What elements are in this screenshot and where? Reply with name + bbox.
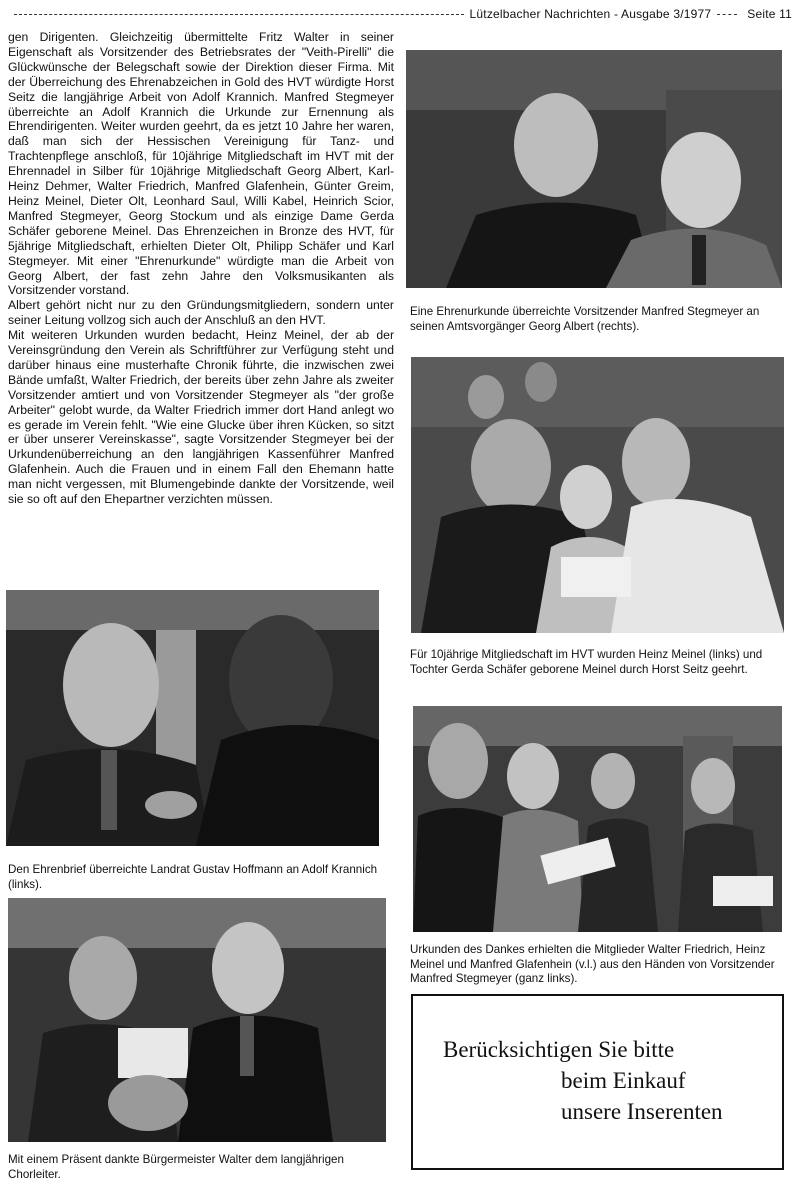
advertisement-notice	[411, 994, 784, 1170]
caption-photo-5: Mit einem Präsent dankte Bürgermeister Walter dem langjährigen Chorleiter.	[8, 1153, 344, 1181]
header-rule-right	[717, 14, 737, 15]
newspaper-title: Lützelbacher Nachrichten - Ausgabe 3/1977	[469, 7, 712, 21]
photo-ehrenurkunde	[406, 50, 782, 288]
article-paragraph: Albert gehört nicht nur zu den Gründungsmitgliedern, sondern unter seiner Leitung vollzog sich auch der Anschluß an den HVT.	[8, 298, 394, 328]
caption-photo-1: Eine Ehrenurkunde überreichte Vorsitzender Manfred Stegmeyer an seinen Amtsvorgänger Georg Albert (rechts).	[410, 305, 760, 333]
ad-line-3: unsere Inserenten	[561, 1099, 723, 1124]
article-body	[8, 30, 394, 507]
page-header	[8, 4, 792, 24]
ad-line-2: beim Einkauf	[561, 1068, 686, 1093]
ad-line-1: Berücksichtigen Sie bitte	[443, 1037, 675, 1062]
photo-praesent	[8, 898, 386, 1142]
caption-photo-2: Für 10jährige Mitgliedschaft im HVT wurden Heinz Meinel (links) und Tochter Gerda Schäfer geborene Meinel durch Horst Seitz geehrt.	[410, 648, 763, 676]
caption-photo-4: Urkunden des Dankes erhielten die Mitglieder Walter Friedrich, Heinz Meinel und Manfred Glafenhein (v.l.) aus den Händen von Vorsitzender Manfred Stegmeyer (ganz links).	[410, 943, 775, 985]
caption-photo-3: Den Ehrenbrief überreichte Landrat Gustav Hoffmann an Adolf Krannich (links).	[8, 863, 378, 891]
article-paragraph: gen Dirigenten. Gleichzeitig übermittelte Fritz Walter in seiner Eigenschaft als Vorsitzender des Betriebsrates der "Veith-Pirelli" die Glückwünsche der Belegschaft sowie der Direktion dieser Firma. Mit der Überreichung des Ehrenabzeichen in Gold des HVT würdigte Horst Seitz die langjährige Arbeit von Adolf Krannich. Manfred Stegmeyer überreichte an Adolf Krannich die Urkunde zur Ernennung als Ehrendirigenten. Weiter wurden geehrt, da es jetzt 10 Jahre her waren, daß man sich der Hessischen Vereinigung für Tanz- und Trachtenpflege anschloß, für 10jährige Mitgliedschaft im HVT mit der Ehrennadel in Silber für 10jährige Mitgliedschaft Georg Albert, Karl-Heinz Dehmer, Walter Friedrich, Manfred Glafenhein, Günter Greim, Heinz Meinel, Dieter Olt, Leonhard Saul, Willi Kabel, Heinrich Scior, Manfred Stegmeyer, Georg Stockum und als einzige Dame Gerda Schäfer geborene Meinel. Das Ehrenzeichen in Bronze des HVT, für 5jährige Mitgliedschaft, erhielten Dieter Olt, Philipp Schäfer und Karl Stegmeyer. Mit einer "Ehrenurkunde" würdigte man die Arbeit von Georg Albert, der fast zehn Jahre den Volksmusikanten als Vorsitzender vorstand.	[8, 30, 394, 298]
photo-heinz-meinel	[411, 357, 784, 633]
header-rule-left	[14, 14, 464, 15]
photo-urkunden-dank	[413, 706, 782, 932]
article-paragraph: Mit weiteren Urkunden wurden bedacht, Heinz Meinel, der ab der Vereinsgründung den Verein als Schriftführer zur Verfügung steht und darüber hinaus eine musterhafte Chronik führte, die inzwischen zwei Bände umfaßt, Walter Friedrich, der bereits über zehn Jahre als zweiter Vorsitzender amtiert und von Vorsitzender Stegmeyer als "der große Arbeiter" gelobt wurde, da Walter Friedrich immer dort Hand anlegt wo es gerade im Verein fehlt. "Wie eine Glucke über ihren Kücken, so sitzt er über unserer Vereinskasse", sagte Vorsitzender Stegmeyer bei der Urkundenüberreichung an den langjährigen Kassenführer Manfred Glafenhein. Auch die Frauen und in einem Fall den Ehemann hatte man nicht vergessen, mit Blumengebinde dankte der Vorsitzende, weil sie so oft auf den Ehepartner verzichten müssen.	[8, 328, 394, 507]
photo-ehrenbrief	[6, 590, 379, 846]
page-number: Seite 11	[747, 7, 792, 21]
